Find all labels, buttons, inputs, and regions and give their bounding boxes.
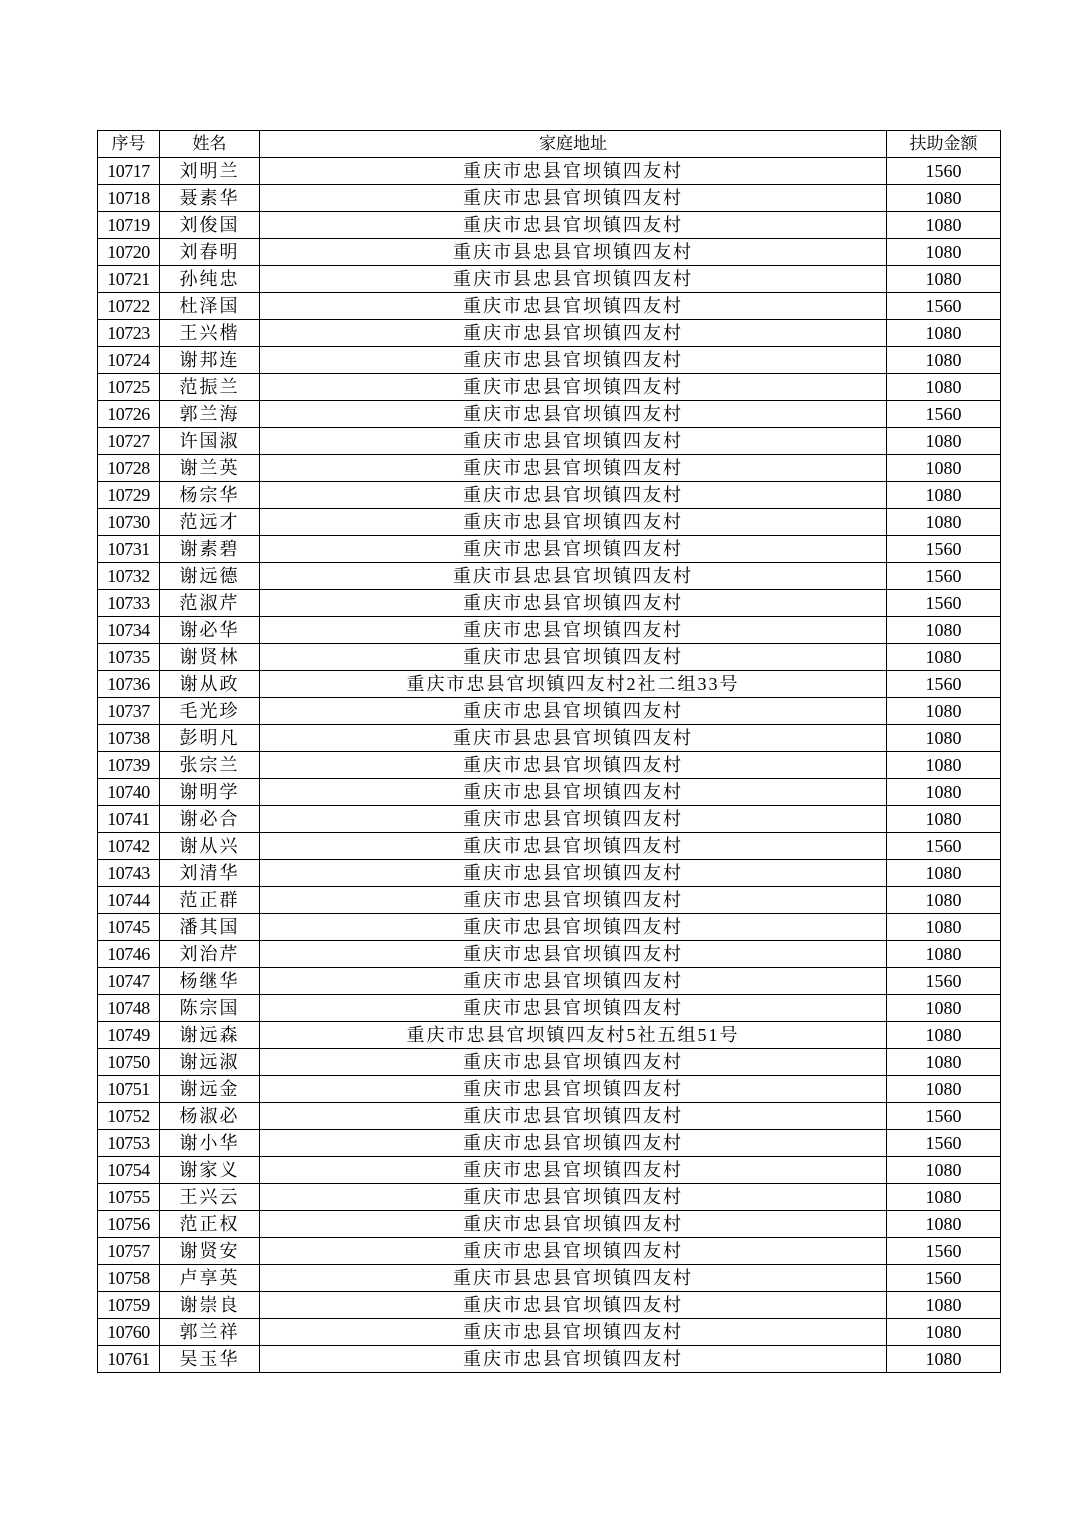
seq-cell: 10747: [98, 968, 160, 995]
table-row: [98, 455, 1001, 482]
table-row: [98, 617, 1001, 644]
table-row: [98, 698, 1001, 725]
table-row: [98, 1292, 1001, 1319]
seq-cell: 10752: [98, 1103, 160, 1130]
table-row: [98, 1184, 1001, 1211]
seq-cell: 10761: [98, 1346, 160, 1373]
table-row: [98, 374, 1001, 401]
table-row: [98, 428, 1001, 455]
address-cell: 重庆市忠县官坝镇四友村: [260, 941, 887, 968]
address-cell: 重庆市忠县官坝镇四友村: [260, 968, 887, 995]
address-cell: 重庆市忠县官坝镇四友村: [260, 1292, 887, 1319]
table-row: [98, 266, 1001, 293]
name-cell: 范振兰: [160, 374, 260, 401]
table-row: [98, 1211, 1001, 1238]
name-cell: 卢享英: [160, 1265, 260, 1292]
amount-cell: 1080: [887, 941, 1001, 968]
seq-cell: 10744: [98, 887, 160, 914]
name-cell: 张宗兰: [160, 752, 260, 779]
seq-cell: 10760: [98, 1319, 160, 1346]
name-cell: 郭兰祥: [160, 1319, 260, 1346]
address-cell: 重庆市忠县官坝镇四友村: [260, 1157, 887, 1184]
table-row: [98, 509, 1001, 536]
seq-cell: 10754: [98, 1157, 160, 1184]
amount-cell: 1080: [887, 428, 1001, 455]
table-row: [98, 1130, 1001, 1157]
amount-cell: 1080: [887, 698, 1001, 725]
seq-cell: 10732: [98, 563, 160, 590]
table-row: [98, 185, 1001, 212]
amount-cell: 1560: [887, 590, 1001, 617]
table-row: [98, 1157, 1001, 1184]
table-row: [98, 941, 1001, 968]
seq-cell: 10731: [98, 536, 160, 563]
header-row: [98, 131, 1001, 158]
seq-cell: 10757: [98, 1238, 160, 1265]
name-cell: 谢素碧: [160, 536, 260, 563]
seq-cell: 10719: [98, 212, 160, 239]
amount-cell: 1080: [887, 1292, 1001, 1319]
table-row: [98, 914, 1001, 941]
name-cell: 谢远淑: [160, 1049, 260, 1076]
address-cell: 重庆市忠县官坝镇四友村: [260, 617, 887, 644]
name-cell: 郭兰海: [160, 401, 260, 428]
address-cell: 重庆市县忠县官坝镇四友村: [260, 563, 887, 590]
seq-cell: 10746: [98, 941, 160, 968]
address-cell: 重庆市忠县官坝镇四友村: [260, 1346, 887, 1373]
address-cell: 重庆市忠县官坝镇四友村: [260, 806, 887, 833]
header-address: 家庭地址: [260, 131, 887, 158]
address-cell: 重庆市县忠县官坝镇四友村: [260, 239, 887, 266]
amount-cell: 1080: [887, 995, 1001, 1022]
address-cell: 重庆市忠县官坝镇四友村: [260, 1049, 887, 1076]
address-cell: 重庆市忠县官坝镇四友村: [260, 401, 887, 428]
table-row: [98, 1346, 1001, 1373]
name-cell: 潘其国: [160, 914, 260, 941]
header-amount: 扶助金额: [887, 131, 1001, 158]
name-cell: 陈宗国: [160, 995, 260, 1022]
amount-cell: 1560: [887, 968, 1001, 995]
address-cell: 重庆市忠县官坝镇四友村: [260, 212, 887, 239]
name-cell: 刘明兰: [160, 158, 260, 185]
address-cell: 重庆市忠县官坝镇四友村: [260, 536, 887, 563]
amount-cell: 1560: [887, 1238, 1001, 1265]
amount-cell: 1080: [887, 1076, 1001, 1103]
seq-cell: 10727: [98, 428, 160, 455]
table-row: [98, 1103, 1001, 1130]
name-cell: 孙纯忠: [160, 266, 260, 293]
seq-cell: 10729: [98, 482, 160, 509]
seq-cell: 10724: [98, 347, 160, 374]
amount-cell: 1080: [887, 1022, 1001, 1049]
table-row: [98, 1238, 1001, 1265]
amount-cell: 1560: [887, 563, 1001, 590]
name-cell: 谢兰英: [160, 455, 260, 482]
table-header: [98, 131, 1001, 158]
amount-cell: 1080: [887, 887, 1001, 914]
name-cell: 刘春明: [160, 239, 260, 266]
name-cell: 谢远森: [160, 1022, 260, 1049]
address-cell: 重庆市忠县官坝镇四友村: [260, 995, 887, 1022]
address-cell: 重庆市忠县官坝镇四友村: [260, 482, 887, 509]
table-row: [98, 401, 1001, 428]
table-row: [98, 644, 1001, 671]
table-row: [98, 806, 1001, 833]
table-row: [98, 320, 1001, 347]
seq-cell: 10745: [98, 914, 160, 941]
seq-cell: 10751: [98, 1076, 160, 1103]
address-cell: 重庆市忠县官坝镇四友村2社二组33号: [260, 671, 887, 698]
name-cell: 谢从兴: [160, 833, 260, 860]
seq-cell: 10748: [98, 995, 160, 1022]
subsidy-table: [97, 130, 1001, 1373]
address-cell: 重庆市忠县官坝镇四友村: [260, 1211, 887, 1238]
table-row: [98, 347, 1001, 374]
address-cell: 重庆市忠县官坝镇四友村: [260, 347, 887, 374]
table-row: [98, 887, 1001, 914]
seq-cell: 10734: [98, 617, 160, 644]
seq-cell: 10742: [98, 833, 160, 860]
amount-cell: 1080: [887, 725, 1001, 752]
amount-cell: 1080: [887, 1049, 1001, 1076]
name-cell: 谢贤林: [160, 644, 260, 671]
amount-cell: 1080: [887, 752, 1001, 779]
amount-cell: 1560: [887, 158, 1001, 185]
name-cell: 范正群: [160, 887, 260, 914]
address-cell: 重庆市忠县官坝镇四友村: [260, 590, 887, 617]
address-cell: 重庆市忠县官坝镇四友村: [260, 1130, 887, 1157]
seq-cell: 10721: [98, 266, 160, 293]
amount-cell: 1080: [887, 806, 1001, 833]
table-row: [98, 779, 1001, 806]
address-cell: 重庆市忠县官坝镇四友村: [260, 1319, 887, 1346]
address-cell: 重庆市忠县官坝镇四友村: [260, 644, 887, 671]
table-row: [98, 212, 1001, 239]
name-cell: 谢远德: [160, 563, 260, 590]
seq-cell: 10740: [98, 779, 160, 806]
amount-cell: 1080: [887, 1319, 1001, 1346]
amount-cell: 1080: [887, 212, 1001, 239]
amount-cell: 1080: [887, 320, 1001, 347]
table-row: [98, 752, 1001, 779]
seq-cell: 10733: [98, 590, 160, 617]
name-cell: 王兴楷: [160, 320, 260, 347]
name-cell: 谢贤安: [160, 1238, 260, 1265]
amount-cell: 1080: [887, 347, 1001, 374]
amount-cell: 1080: [887, 1184, 1001, 1211]
amount-cell: 1080: [887, 509, 1001, 536]
seq-cell: 10753: [98, 1130, 160, 1157]
name-cell: 毛光珍: [160, 698, 260, 725]
seq-cell: 10749: [98, 1022, 160, 1049]
address-cell: 重庆市忠县官坝镇四友村: [260, 428, 887, 455]
seq-cell: 10755: [98, 1184, 160, 1211]
amount-cell: 1560: [887, 1103, 1001, 1130]
name-cell: 范远才: [160, 509, 260, 536]
seq-cell: 10738: [98, 725, 160, 752]
amount-cell: 1560: [887, 1265, 1001, 1292]
amount-cell: 1080: [887, 779, 1001, 806]
address-cell: 重庆市忠县官坝镇四友村5社五组51号: [260, 1022, 887, 1049]
seq-cell: 10759: [98, 1292, 160, 1319]
seq-cell: 10741: [98, 806, 160, 833]
address-cell: 重庆市忠县官坝镇四友村: [260, 185, 887, 212]
address-cell: 重庆市忠县官坝镇四友村: [260, 320, 887, 347]
seq-cell: 10737: [98, 698, 160, 725]
name-cell: 刘俊国: [160, 212, 260, 239]
name-cell: 谢明学: [160, 779, 260, 806]
name-cell: 范正权: [160, 1211, 260, 1238]
amount-cell: 1080: [887, 1157, 1001, 1184]
name-cell: 王兴云: [160, 1184, 260, 1211]
address-cell: 重庆市忠县官坝镇四友村: [260, 1238, 887, 1265]
table-row: [98, 482, 1001, 509]
address-cell: 重庆市忠县官坝镇四友村: [260, 752, 887, 779]
seq-cell: 10725: [98, 374, 160, 401]
table-row: [98, 1049, 1001, 1076]
address-cell: 重庆市忠县官坝镇四友村: [260, 860, 887, 887]
name-cell: 杜泽国: [160, 293, 260, 320]
table-row: [98, 158, 1001, 185]
address-cell: 重庆市忠县官坝镇四友村: [260, 1076, 887, 1103]
address-cell: 重庆市忠县官坝镇四友村: [260, 293, 887, 320]
address-cell: 重庆市忠县官坝镇四友村: [260, 887, 887, 914]
address-cell: 重庆市忠县官坝镇四友村: [260, 914, 887, 941]
seq-cell: 10743: [98, 860, 160, 887]
table-row: [98, 563, 1001, 590]
name-cell: 谢远金: [160, 1076, 260, 1103]
address-cell: 重庆市忠县官坝镇四友村: [260, 1184, 887, 1211]
table-body: [98, 158, 1001, 1373]
table-row: [98, 239, 1001, 266]
name-cell: 谢家义: [160, 1157, 260, 1184]
table-row: [98, 725, 1001, 752]
table-row: [98, 590, 1001, 617]
seq-cell: 10756: [98, 1211, 160, 1238]
table-row: [98, 536, 1001, 563]
seq-cell: 10735: [98, 644, 160, 671]
amount-cell: 1560: [887, 1130, 1001, 1157]
seq-cell: 10723: [98, 320, 160, 347]
name-cell: 彭明凡: [160, 725, 260, 752]
amount-cell: 1560: [887, 401, 1001, 428]
address-cell: 重庆市忠县官坝镇四友村: [260, 1103, 887, 1130]
amount-cell: 1560: [887, 833, 1001, 860]
name-cell: 许国淑: [160, 428, 260, 455]
amount-cell: 1080: [887, 185, 1001, 212]
seq-cell: 10736: [98, 671, 160, 698]
amount-cell: 1560: [887, 536, 1001, 563]
seq-cell: 10717: [98, 158, 160, 185]
name-cell: 杨宗华: [160, 482, 260, 509]
amount-cell: 1080: [887, 644, 1001, 671]
address-cell: 重庆市忠县官坝镇四友村: [260, 509, 887, 536]
amount-cell: 1080: [887, 455, 1001, 482]
amount-cell: 1560: [887, 293, 1001, 320]
address-cell: 重庆市忠县官坝镇四友村: [260, 374, 887, 401]
seq-cell: 10739: [98, 752, 160, 779]
amount-cell: 1080: [887, 860, 1001, 887]
table-row: [98, 968, 1001, 995]
amount-cell: 1080: [887, 266, 1001, 293]
name-cell: 刘清华: [160, 860, 260, 887]
name-cell: 谢小华: [160, 1130, 260, 1157]
name-cell: 聂素华: [160, 185, 260, 212]
table-row: [98, 671, 1001, 698]
address-cell: 重庆市县忠县官坝镇四友村: [260, 1265, 887, 1292]
amount-cell: 1560: [887, 671, 1001, 698]
name-cell: 吴玉华: [160, 1346, 260, 1373]
seq-cell: 10720: [98, 239, 160, 266]
name-cell: 杨淑必: [160, 1103, 260, 1130]
table-row: [98, 1265, 1001, 1292]
table-row: [98, 293, 1001, 320]
amount-cell: 1080: [887, 239, 1001, 266]
name-cell: 范淑芹: [160, 590, 260, 617]
amount-cell: 1080: [887, 914, 1001, 941]
seq-cell: 10758: [98, 1265, 160, 1292]
address-cell: 重庆市忠县官坝镇四友村: [260, 158, 887, 185]
address-cell: 重庆市忠县官坝镇四友村: [260, 833, 887, 860]
name-cell: 谢必合: [160, 806, 260, 833]
table-row: [98, 1076, 1001, 1103]
address-cell: 重庆市忠县官坝镇四友村: [260, 779, 887, 806]
address-cell: 重庆市忠县官坝镇四友村: [260, 455, 887, 482]
seq-cell: 10726: [98, 401, 160, 428]
amount-cell: 1080: [887, 1346, 1001, 1373]
name-cell: 谢邦连: [160, 347, 260, 374]
name-cell: 刘治芹: [160, 941, 260, 968]
amount-cell: 1080: [887, 482, 1001, 509]
amount-cell: 1080: [887, 617, 1001, 644]
table-row: [98, 995, 1001, 1022]
seq-cell: 10728: [98, 455, 160, 482]
name-cell: 杨继华: [160, 968, 260, 995]
address-cell: 重庆市县忠县官坝镇四友村: [260, 266, 887, 293]
address-cell: 重庆市县忠县官坝镇四友村: [260, 725, 887, 752]
seq-cell: 10750: [98, 1049, 160, 1076]
table-row: [98, 1022, 1001, 1049]
header-seq: 序号: [98, 131, 160, 158]
seq-cell: 10730: [98, 509, 160, 536]
seq-cell: 10718: [98, 185, 160, 212]
name-cell: 谢从政: [160, 671, 260, 698]
seq-cell: 10722: [98, 293, 160, 320]
table-row: [98, 1319, 1001, 1346]
header-name: 姓名: [160, 131, 260, 158]
table-row: [98, 860, 1001, 887]
name-cell: 谢崇良: [160, 1292, 260, 1319]
amount-cell: 1080: [887, 374, 1001, 401]
table-row: [98, 833, 1001, 860]
name-cell: 谢必华: [160, 617, 260, 644]
address-cell: 重庆市忠县官坝镇四友村: [260, 698, 887, 725]
amount-cell: 1080: [887, 1211, 1001, 1238]
